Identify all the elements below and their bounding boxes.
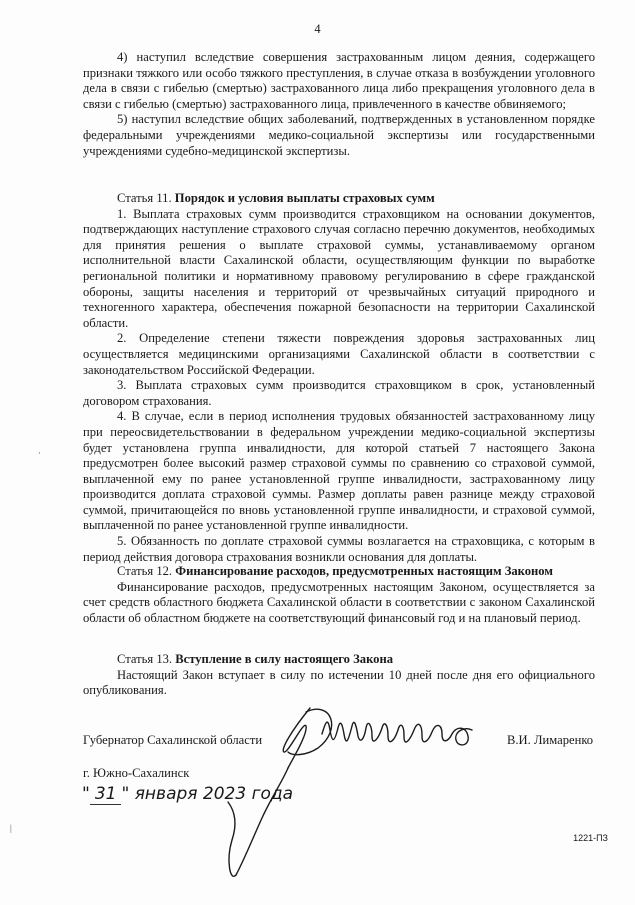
governor-title: Губернатор Сахалинской области — [83, 733, 263, 747]
article-13-prefix: Статья 13. — [117, 652, 173, 666]
paragraph-item-4: 4) наступил вследствие совершения застрахованным лицом деяния, содержащего признаки тяжкого или особо тяжкого преступления, в случае отказа в возбуждении уголовного дела в связи с гибелью (смертью) застрахованного лица либо прекращения уголовного дела в связи с гибелью (смертью) застрахованного лица, привлеченного в качестве обвиняемого; — [83, 50, 595, 111]
article-13-heading — [83, 652, 595, 668]
article-12-title: Финансирование расходов, предусмотренных настоящим Законом — [175, 564, 553, 578]
article-11-paragraph-2: 2. Определение степени тяжести повреждения здоровья застрахованных лиц осуществляется медицинскими организациями Сахалинской области в соответствии с законодательством Российской Федерации. — [83, 331, 595, 377]
date-day: 31 — [90, 784, 122, 805]
article-13-paragraph-1: Настоящий Закон вступает в силу по истечении 10 дней после дня его официального опубликования. — [83, 667, 595, 698]
article-11-paragraph-3: 3. Выплата страховых сумм производится страховщиком в срок, установленный договором страхования. — [83, 378, 595, 408]
article-12-heading — [83, 564, 595, 580]
date-open-quote: " — [82, 784, 90, 804]
article-11-heading — [83, 191, 595, 207]
article-11-paragraph-5: 5. Обязанность по доплате страховой суммы возлагается на страховщика, с которым в период действия договора страхования возникли основания для доплаты. — [83, 534, 595, 564]
city: г. Южно-Сахалинск — [83, 766, 190, 780]
top-paragraphs — [83, 50, 595, 159]
article-11 — [83, 191, 595, 565]
article-11-title: Порядок и условия выплаты страховых сумм — [174, 191, 435, 205]
scan-dot-mark: · — [38, 448, 41, 458]
article-12-paragraph-1: Финансирование расходов, предусмотренных настоящим Законом, осуществляется за счет средств областного бюджета Сахалинской области в соответствии с законом Сахалинской области об областном бюджете на соответствующий финансовый год и на плановый период. — [83, 579, 595, 625]
date-month-year: января 2023 года — [134, 784, 294, 804]
article-11-paragraph-1: 1. Выплата страховых сумм производится страховщиком на основании документов, подтверждающих наступление страхового случая согласно перечню документов, необходимых для принятия решения о выплате страховой суммы, устанавливаемому органом исполнительной власти Сахалинской области, осуществляющим функции по выработке региональной политики и нормативному правовому регулированию в сфере гражданской обороны, защиты населения и территорий от чрезвычайных ситуаций природного и техногенного характера, обеспечения пожарной безопасности на территории Сахалинской области. — [83, 206, 595, 330]
article-11-prefix: Статья 11. — [117, 191, 172, 205]
date-close-quote: " — [121, 784, 130, 804]
page-number: 4 — [314, 22, 321, 36]
article-11-paragraph-4: 4. В случае, если в период исполнения трудовых обязанностей застрахованному лицу при переосвидетельствовании в федеральном учреждении медико-социальной экспертизы будет установлена группа инвалидности, для которой статьей 7 настоящего Закона предусмотрен более высокий размер страховой суммы по сравнению со страховой суммой, выплаченной ему по ранее установленной группе инвалидности, застрахованному лицу производится доплата страховой суммы. Размер доплаты равен разнице между страховой суммой, причитающейся по вновь установленной группе инвалидности, и страховой суммой, выплаченной по ранее установленной группе инвалидности. — [83, 409, 595, 533]
article-12-prefix: Статья 12. — [117, 564, 173, 578]
paragraph-item-5: 5) наступил вследствие общих заболеваний, подтвержденных в установленном порядке федеральными учреждениями медико-социальной экспертизы или государственными учреждениями судебно-медицинской экспертизы. — [83, 112, 595, 158]
article-13-title: Вступление в силу настоящего Закона — [175, 652, 394, 666]
signing-date — [82, 784, 293, 805]
article-12 — [83, 564, 595, 626]
governor-name: В.И. Лимаренко — [507, 733, 594, 747]
document-code: 1221-ПЗ — [573, 833, 608, 843]
scan-edge-mark: | — [10, 823, 12, 833]
